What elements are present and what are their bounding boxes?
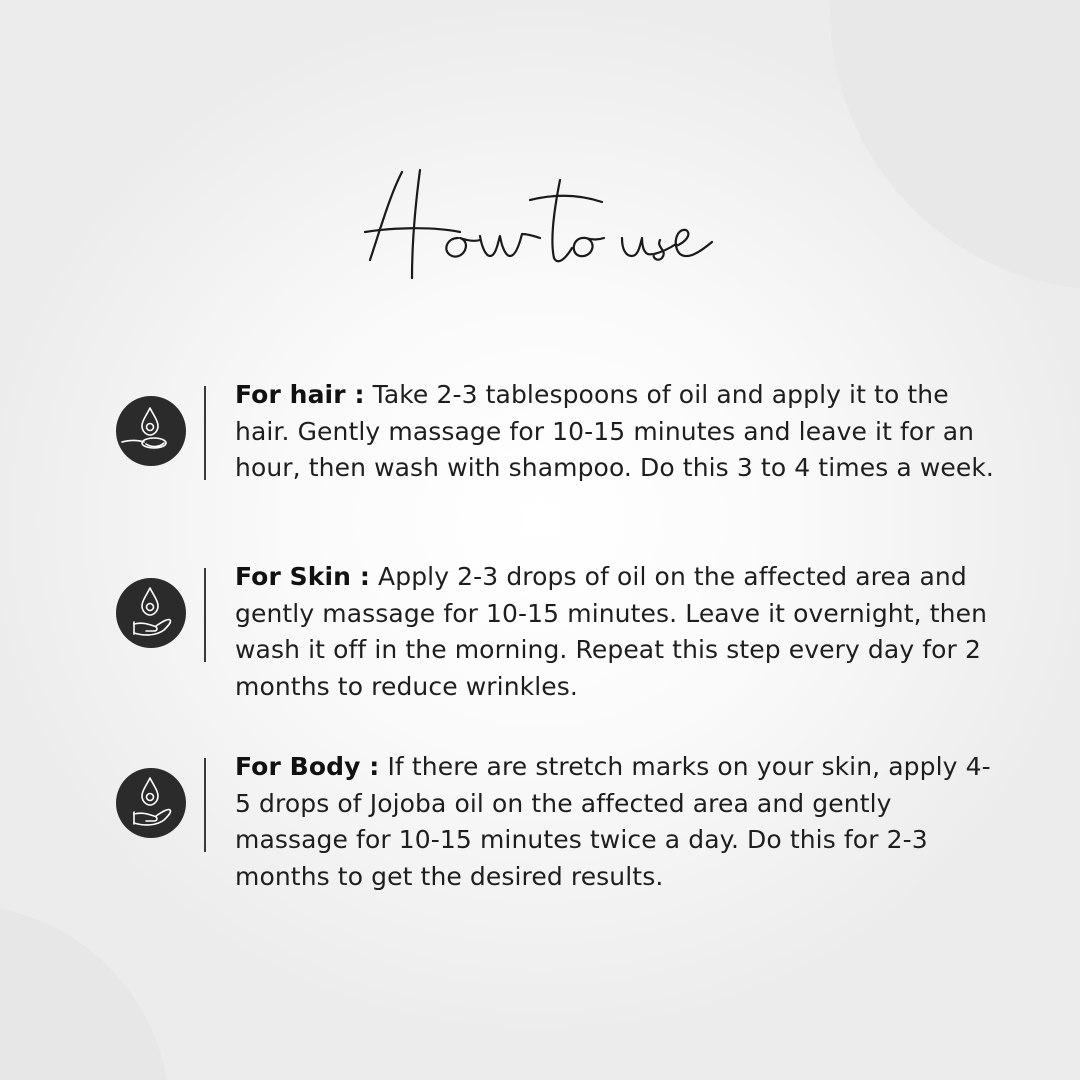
oil-drop-hand-icon [116,578,186,648]
usage-text-body [235,749,995,895]
usage-label-body: For Body : [235,752,380,781]
usage-description-skin: Apply 2-3 drops of oil on the affected area and gently massage for 10-15 minutes. Leave it overnight, then wash it off in the morning. Repeat this step every day for 2 months to reduce wrinkles. [235,562,988,701]
usage-text-skin [235,559,995,705]
usage-label-skin: For Skin : [235,562,370,591]
usage-description-body: If there are stretch marks on your skin, apply 4-5 drops of Jojoba oil on the affected area and gently massage for 10-15 minutes twice a day. Do this for 2-3 months to get the desired results. [235,752,991,891]
oil-drop-hand-icon [116,768,186,838]
page-title-script [340,150,740,300]
section-divider [204,758,206,852]
page-title [340,150,740,300]
usage-label-hair: For hair : [235,380,365,409]
section-divider [204,568,206,662]
usage-description-hair: Take 2-3 tablespoons of oil and apply it to the hair. Gently massage for 10-15 minutes and leave it for an hour, then wash with shampoo. Do this 3 to 4 times a week. [235,380,994,482]
usage-text-hair [235,377,995,487]
section-divider [204,386,206,480]
oil-drop-spoon-icon [116,396,186,466]
